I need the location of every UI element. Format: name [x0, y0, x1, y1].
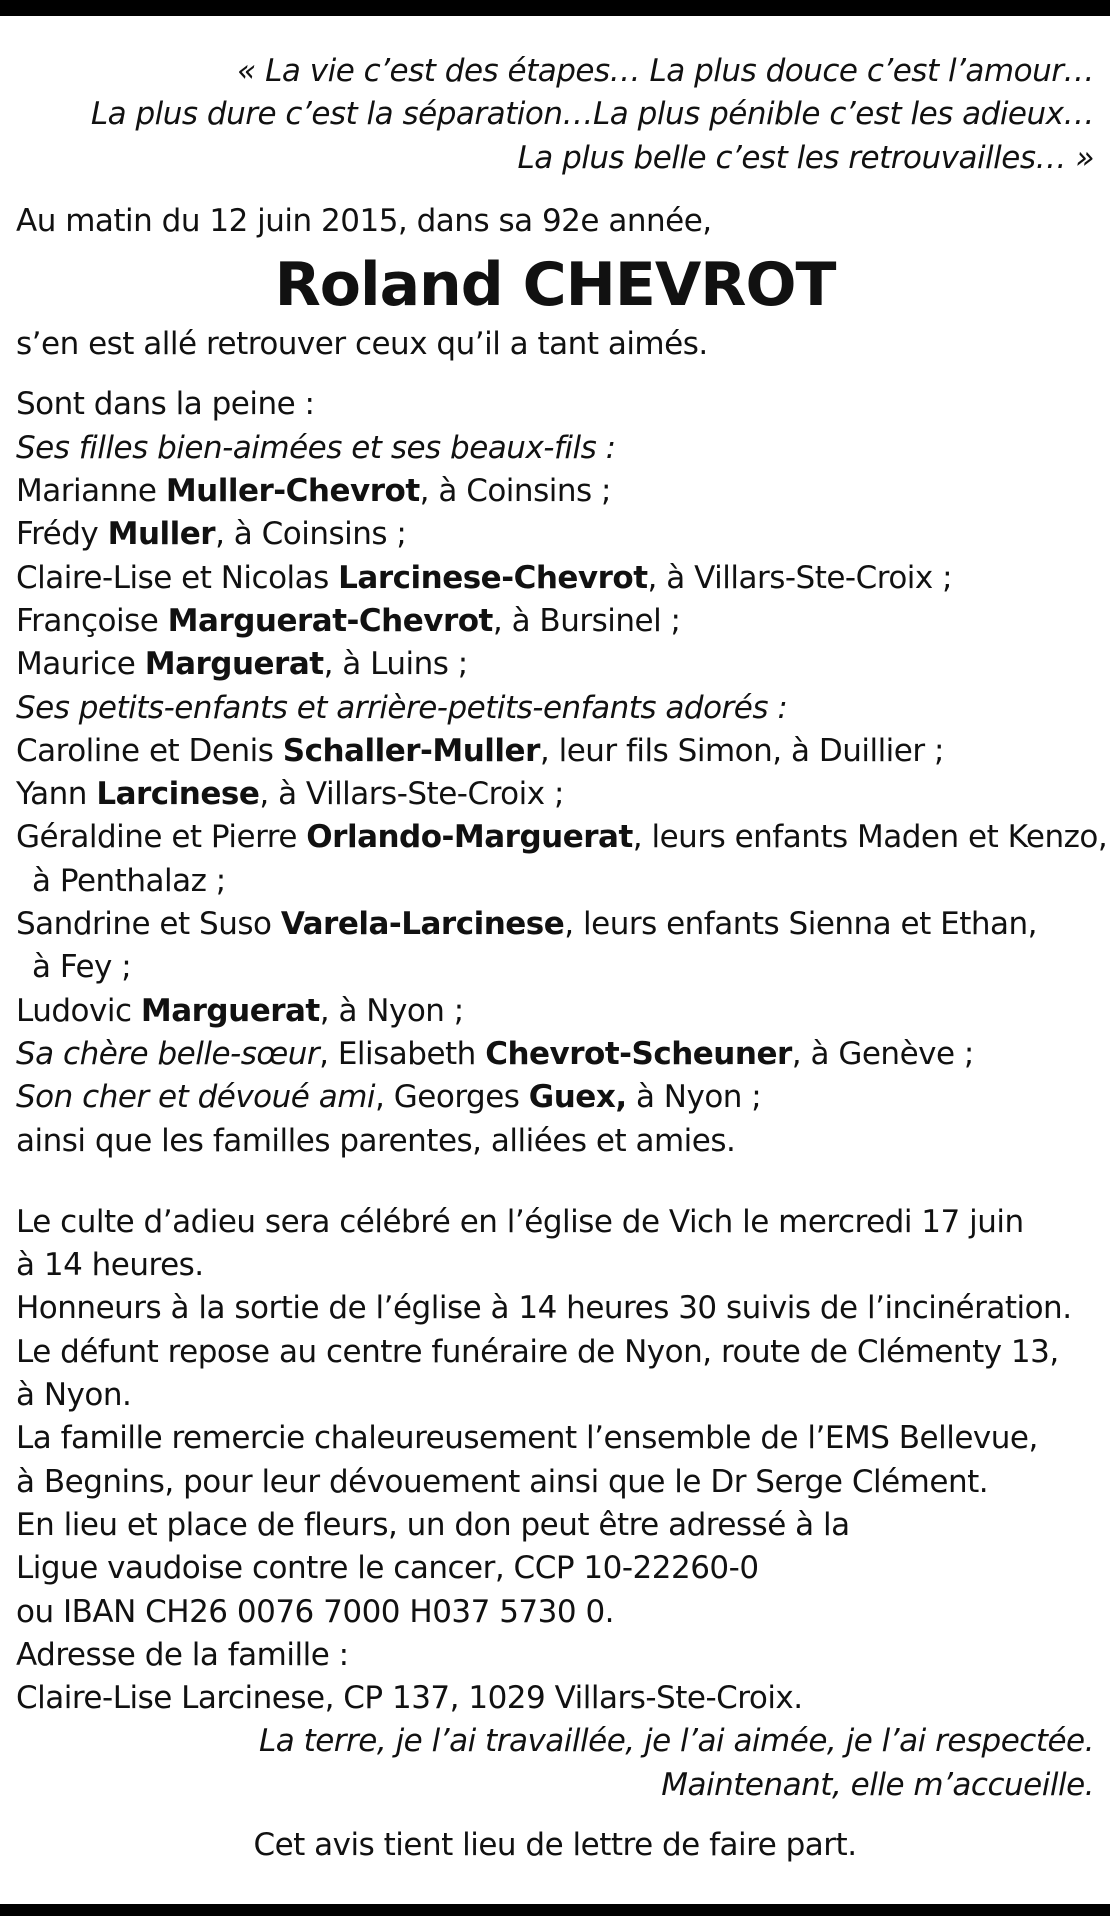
bottom-border-bar: [0, 1904, 1110, 1916]
list-item: Frédy Muller, à Coinsins ;: [16, 516, 407, 553]
intro-text: Au matin du 12 juin 2015, dans sa 92e année,: [16, 202, 712, 239]
list-item-continuation: à Penthalaz ;: [32, 862, 226, 899]
opening-quote-line: « La vie c’est des étapes… La plus douce c’est l’amour…: [237, 53, 1094, 89]
list-item: Françoise Marguerat-Chevrot, à Bursinel ;: [16, 602, 681, 639]
opening-quote-line: La plus dure c’est la séparation…La plus pénible c’est les adieux…: [90, 96, 1094, 133]
list-item-continuation: à Fey ;: [32, 949, 132, 986]
deceased-name: Roland CHEVROT: [274, 250, 836, 321]
list-item: Caroline et Denis Schaller-Muller, leur fils Simon, à Duillier ;: [16, 732, 944, 769]
list-item: Géraldine et Pierre Orlando-Marguerat, leurs enfants Maden et Kenzo,: [16, 819, 1108, 856]
mourners-intro: Sont dans la peine :: [16, 386, 315, 423]
closing-quote: [16, 1720, 1094, 1807]
ceremony-details: [16, 1201, 1094, 1721]
friend-line: Son cher et dévoué ami, Georges Guex, à Nyon ;: [16, 1079, 762, 1116]
detail-line: à 14 heures.: [16, 1247, 204, 1284]
detail-line: La famille remercie chaleureusement l’ensemble de l’EMS Bellevue,: [16, 1420, 1038, 1457]
list-item: Yann Larcinese, à Villars-Ste-Croix ;: [16, 776, 564, 813]
detail-line: ou IBAN CH26 0076 7000 H037 5730 0.: [16, 1593, 615, 1630]
grandchildren-list: [16, 730, 1108, 1033]
detail-line: à Nyon.: [16, 1377, 132, 1414]
detail-line: à Begnins, pour leur dévouement ainsi que le Dr Serge Clément.: [16, 1463, 989, 1500]
notice-text: Cet avis tient lieu de lettre de faire part.: [253, 1826, 857, 1863]
list-item: Ludovic Marguerat, à Nyon ;: [16, 992, 464, 1029]
daughters-heading: Ses filles bien-aimées et ses beaux-fils :: [16, 429, 616, 466]
daughters-list: [16, 470, 1094, 686]
opening-quote: [16, 50, 1094, 180]
top-border-bar: [0, 0, 1110, 16]
detail-line: Claire-Lise Larcinese, CP 137, 1029 Villars-Ste-Croix.: [16, 1680, 803, 1717]
list-item: Sandrine et Suso Varela-Larcinese, leurs enfants Sienna et Ethan,: [16, 906, 1038, 943]
detail-line: En lieu et place de fleurs, un don peut être adressé à la: [16, 1506, 850, 1543]
families-line: ainsi que les familles parentes, alliées et amies.: [16, 1122, 736, 1159]
grandchildren-heading: Ses petits-enfants et arrière-petits-enfants adorés :: [16, 689, 788, 726]
after-name-text: s’en est allé retrouver ceux qu’il a tant aimés.: [16, 326, 708, 363]
detail-line: Le défunt repose au centre funéraire de Nyon, route de Clémenty 13,: [16, 1333, 1059, 1370]
closing-quote-line: La terre, je l’ai travaillée, je l’ai aimée, je l’ai respectée.: [258, 1723, 1094, 1760]
detail-line: Le culte d’adieu sera célébré en l’église de Vich le mercredi 17 juin: [16, 1203, 1024, 1240]
sister-in-law-line: Sa chère belle-sœur, Elisabeth Chevrot-Scheuner, à Genève ;: [16, 1035, 974, 1072]
list-item: Claire-Lise et Nicolas Larcinese-Chevrot, à Villars-Ste-Croix ;: [16, 559, 953, 596]
list-item: Marianne Muller-Chevrot, à Coinsins ;: [16, 473, 611, 510]
list-item: Maurice Marguerat, à Luins ;: [16, 646, 468, 683]
closing-quote-line: Maintenant, elle m’accueille.: [661, 1766, 1094, 1803]
detail-line: Honneurs à la sortie de l’église à 14 heures 30 suivis de l’incinération.: [16, 1290, 1072, 1327]
opening-quote-line: La plus belle c’est les retrouvailles… »: [517, 139, 1094, 176]
obituary-notice: [16, 50, 1108, 1867]
detail-line: Adresse de la famille :: [16, 1636, 349, 1673]
detail-line: Ligue vaudoise contre le cancer, CCP 10-22260-0: [16, 1550, 759, 1587]
